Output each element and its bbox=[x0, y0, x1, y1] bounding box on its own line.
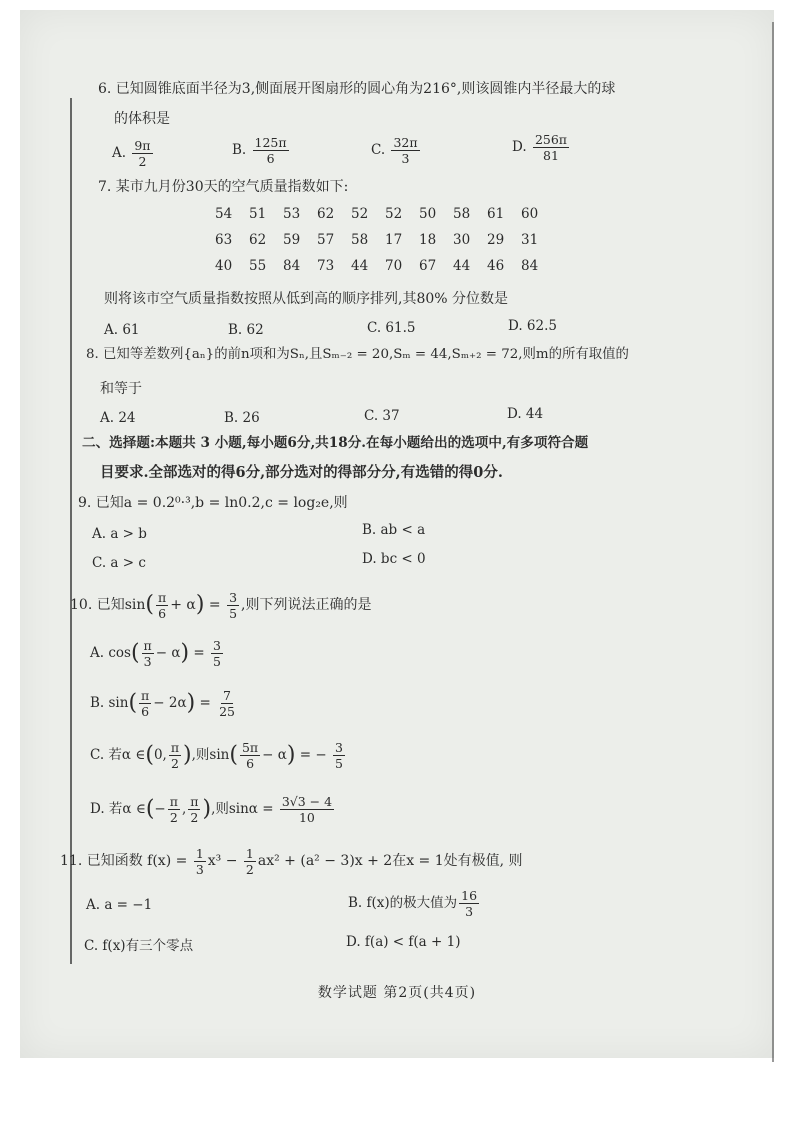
margin-line bbox=[70, 98, 72, 964]
q9-option-c: C. a > c bbox=[92, 555, 146, 571]
frac-num: π bbox=[143, 638, 152, 653]
q10-a-pi-fraction bbox=[142, 638, 154, 669]
frac-num: 16 bbox=[461, 888, 478, 903]
q7-cell: 30 bbox=[453, 232, 471, 248]
frac-num: 1 bbox=[195, 845, 204, 861]
q11-b-fraction bbox=[459, 888, 479, 919]
paren-close: ) bbox=[183, 742, 192, 768]
q10-option-b bbox=[90, 686, 239, 721]
q7-cell: 31 bbox=[521, 232, 539, 248]
q7-data-row-3 bbox=[215, 258, 555, 274]
q7-cell: 73 bbox=[317, 258, 335, 274]
q7-cell: 53 bbox=[283, 206, 301, 222]
frac-den: 5 bbox=[213, 654, 221, 669]
q10-b-eq: = bbox=[199, 695, 211, 711]
q10-option-a bbox=[90, 636, 225, 671]
q11-t1-var: x³ − bbox=[207, 853, 238, 869]
q9-option-b: B. ab < a bbox=[362, 522, 426, 538]
frac-num: π bbox=[169, 794, 178, 809]
q7-cell: 70 bbox=[385, 258, 403, 274]
frac-num: π bbox=[190, 794, 199, 809]
q7-stem-line2: 则将该市空气质量指数按照从低到高的顺序排列,其80% 分位数是 bbox=[104, 291, 509, 307]
q7-cell: 57 bbox=[317, 232, 335, 248]
q6-c-fraction bbox=[391, 135, 419, 166]
q10-a-value bbox=[211, 638, 223, 669]
q10-c-eq: = − bbox=[299, 747, 327, 763]
q7-cell: 40 bbox=[215, 258, 233, 274]
q11-t2-var: ax² + (a² − 3)x + 2在x = 1处有极值, 则 bbox=[257, 853, 523, 869]
q6-d-den: 81 bbox=[543, 148, 559, 163]
q11-t2-fraction bbox=[244, 846, 256, 877]
q10-val-num: 3 bbox=[229, 589, 238, 605]
q6-c-num: 32π bbox=[393, 135, 418, 150]
q6-d-num: 256π bbox=[534, 132, 568, 147]
q10-a-eq: = bbox=[193, 645, 205, 661]
q10-c-interval-start: 0, bbox=[153, 747, 167, 763]
q7-cell: 55 bbox=[249, 258, 267, 274]
frac-den: 6 bbox=[246, 756, 255, 771]
q10-d-minus: − bbox=[154, 801, 166, 817]
q10-suffix: ,则下列说法正确的是 bbox=[241, 597, 372, 613]
q7-data-row-2 bbox=[215, 232, 555, 248]
q10-b-value bbox=[217, 688, 237, 719]
q6-b-fraction bbox=[253, 135, 289, 166]
q10-arg: + α bbox=[170, 597, 196, 613]
q9-option-d: D. bc < 0 bbox=[362, 551, 426, 567]
q11-b-prefix: B. f(x)的极大值为 bbox=[348, 895, 458, 911]
q6-d-label: D. bbox=[512, 139, 527, 155]
q7-cell: 62 bbox=[249, 232, 267, 248]
q6-option-c bbox=[371, 135, 422, 166]
q10-value-fraction bbox=[227, 590, 239, 621]
paren-close: ) bbox=[202, 796, 212, 822]
paren-open: ( bbox=[229, 742, 238, 768]
frac-den: 3 bbox=[465, 904, 474, 919]
q6-b-label: B. bbox=[232, 142, 247, 158]
q10-paren-open: ( bbox=[145, 592, 154, 617]
q6-d-fraction bbox=[533, 132, 569, 163]
q7-option-c: C. 61.5 bbox=[367, 320, 416, 336]
q10-c-arg: − α bbox=[262, 747, 287, 763]
q6-option-b bbox=[232, 135, 291, 166]
q7-cell: 44 bbox=[351, 258, 369, 274]
q11-stem bbox=[60, 844, 523, 878]
frac-num: 1 bbox=[245, 845, 254, 861]
q7-data-row-1 bbox=[215, 206, 555, 222]
q7-cell: 18 bbox=[419, 232, 437, 248]
q10-b-pi-fraction bbox=[139, 688, 151, 719]
q10-pi: π bbox=[158, 589, 167, 605]
frac-den: 5 bbox=[334, 756, 343, 771]
q7-stem-line1: 7. 某市九月份30天的空气质量指数如下: bbox=[98, 179, 349, 195]
frac-den: 10 bbox=[298, 810, 315, 825]
q7-cell: 44 bbox=[453, 258, 471, 274]
q8-option-a: A. 24 bbox=[100, 410, 136, 426]
frac-den: 2 bbox=[190, 810, 199, 825]
page-edge-line bbox=[772, 22, 774, 1062]
q10-prefix: 10. 已知sin bbox=[70, 597, 146, 613]
q10-c-pi2-fraction bbox=[240, 740, 260, 771]
paren-close: ) bbox=[186, 690, 196, 716]
q6-a-fraction bbox=[132, 138, 152, 169]
frac-den: 6 bbox=[141, 704, 150, 719]
q10-c-value bbox=[333, 740, 345, 771]
q7-option-a: A. 61 bbox=[104, 322, 140, 338]
q7-cell: 59 bbox=[283, 232, 301, 248]
q10-c-prefix: C. 若α ∈ bbox=[90, 747, 146, 763]
q10-d-pi-fraction bbox=[168, 794, 180, 825]
q11-option-d: D. f(a) < f(a + 1) bbox=[346, 934, 461, 950]
q6-stem-line2: 的体积是 bbox=[114, 111, 170, 127]
q7-cell: 61 bbox=[487, 206, 505, 222]
q11-option-c: C. f(x)有三个零点 bbox=[84, 938, 194, 954]
q10-option-d bbox=[90, 792, 336, 827]
q6-a-den: 2 bbox=[138, 154, 147, 169]
q8-option-b: B. 26 bbox=[224, 410, 260, 426]
q6-stem-line1: 6. 已知圆锥底面半径为3,侧面展开图扇形的圆心角为216°,则该圆锥内半径最大的球 bbox=[98, 81, 616, 97]
q10-d-value bbox=[280, 794, 334, 825]
q6-option-d bbox=[512, 132, 571, 163]
q7-cell: 50 bbox=[419, 206, 437, 222]
q10-eq: = bbox=[208, 597, 221, 613]
paren-open: ( bbox=[128, 690, 138, 716]
q10-pi-fraction bbox=[156, 590, 168, 621]
q10-six: 6 bbox=[158, 605, 167, 621]
q10-b-arg: − 2α bbox=[153, 695, 187, 711]
q7-cell: 84 bbox=[283, 258, 301, 274]
frac-num: 5π bbox=[241, 740, 259, 755]
q7-cell: 84 bbox=[521, 258, 539, 274]
frac-num: 7 bbox=[223, 688, 231, 703]
q6-b-num: 125π bbox=[254, 135, 287, 150]
q7-cell: 52 bbox=[385, 206, 403, 222]
q11-option-b bbox=[348, 888, 481, 919]
paren-open: ( bbox=[145, 742, 154, 768]
q7-option-d: D. 62.5 bbox=[508, 318, 557, 334]
q6-b-den: 6 bbox=[266, 151, 275, 166]
q7-cell: 17 bbox=[385, 232, 403, 248]
q7-cell: 60 bbox=[521, 206, 539, 222]
exam-page bbox=[20, 10, 774, 1058]
paren-open: ( bbox=[145, 796, 155, 822]
q10-d-prefix: D. 若α ∈ bbox=[90, 801, 146, 817]
frac-num: π bbox=[170, 740, 180, 755]
q10-d-pi2-fraction bbox=[188, 794, 200, 825]
q7-cell: 52 bbox=[351, 206, 369, 222]
frac-den: 3 bbox=[143, 654, 152, 669]
q10-b-prefix: B. sin bbox=[90, 695, 129, 711]
q7-option-b: B. 62 bbox=[228, 322, 264, 338]
q6-a-label: A. bbox=[112, 145, 127, 161]
paren-open: ( bbox=[130, 640, 140, 666]
q8-option-d: D. 44 bbox=[507, 406, 544, 422]
q11-prefix: 11. 已知函数 f(x) = bbox=[60, 853, 188, 869]
q10-stem bbox=[70, 588, 372, 622]
q7-cell: 54 bbox=[215, 206, 233, 222]
q10-c-pi-fraction bbox=[169, 740, 181, 771]
q10-val-den: 5 bbox=[229, 605, 238, 621]
paren-close: ) bbox=[180, 640, 190, 666]
frac-num: 3 bbox=[213, 638, 221, 653]
section-2-heading-line2: 目要求.全部选对的得6分,部分选对的得部分分,有选错的得0分. bbox=[100, 464, 503, 481]
q9-stem: 9. 已知a = 0.2⁰·³,b = ln0.2,c = log₂e,则 bbox=[78, 495, 348, 511]
frac-den: 2 bbox=[245, 861, 254, 877]
q8-stem-line1: 8. 已知等差数列{aₙ}的前n项和为Sₙ,且Sₘ₋₂ = 20,Sₘ = 44,Sₘ₊₂ = 72,则m的所有取值的 bbox=[86, 347, 629, 362]
frac-num: π bbox=[141, 688, 150, 703]
page-footer: 数学试题 第2页(共4页) bbox=[317, 985, 477, 1001]
frac-den: 2 bbox=[169, 810, 178, 825]
frac-num: 3√3 − 4 bbox=[281, 794, 333, 809]
q7-cell: 46 bbox=[487, 258, 505, 274]
q10-option-c bbox=[90, 738, 347, 773]
q7-cell: 63 bbox=[215, 232, 233, 248]
section-2-heading-line1: 二、选择题:本题共 3 小题,每小题6分,共18分.在每小题给出的选项中,有多项符合题 bbox=[82, 435, 589, 451]
frac-num: 3 bbox=[334, 740, 343, 755]
q10-c-mid: ,则sin bbox=[191, 747, 230, 763]
q8-stem-line2: 和等于 bbox=[100, 381, 142, 397]
q11-option-a: A. a = −1 bbox=[86, 897, 153, 913]
frac-den: 2 bbox=[170, 756, 179, 771]
q10-d-mid: ,则sinα = bbox=[211, 801, 274, 817]
q7-cell: 58 bbox=[351, 232, 369, 248]
q6-option-a bbox=[112, 138, 155, 169]
q6-a-num: 9π bbox=[134, 138, 151, 153]
q8-option-c: C. 37 bbox=[364, 408, 400, 424]
q10-paren-close: ) bbox=[195, 592, 205, 617]
q6-c-label: C. bbox=[371, 142, 386, 158]
q7-cell: 62 bbox=[317, 206, 335, 222]
q10-d-comma: , bbox=[181, 801, 187, 817]
q7-cell: 51 bbox=[249, 206, 267, 222]
q7-cell: 58 bbox=[453, 206, 471, 222]
q10-a-arg: − α bbox=[155, 645, 181, 661]
q9-option-a: A. a > b bbox=[92, 526, 147, 542]
q10-a-prefix: A. cos bbox=[90, 645, 131, 661]
frac-den: 25 bbox=[219, 704, 235, 719]
q7-cell: 67 bbox=[419, 258, 437, 274]
paren-close: ) bbox=[286, 742, 296, 768]
frac-den: 3 bbox=[195, 861, 204, 877]
q7-cell: 29 bbox=[487, 232, 505, 248]
q6-c-den: 3 bbox=[401, 151, 410, 166]
q11-t1-fraction bbox=[194, 846, 206, 877]
